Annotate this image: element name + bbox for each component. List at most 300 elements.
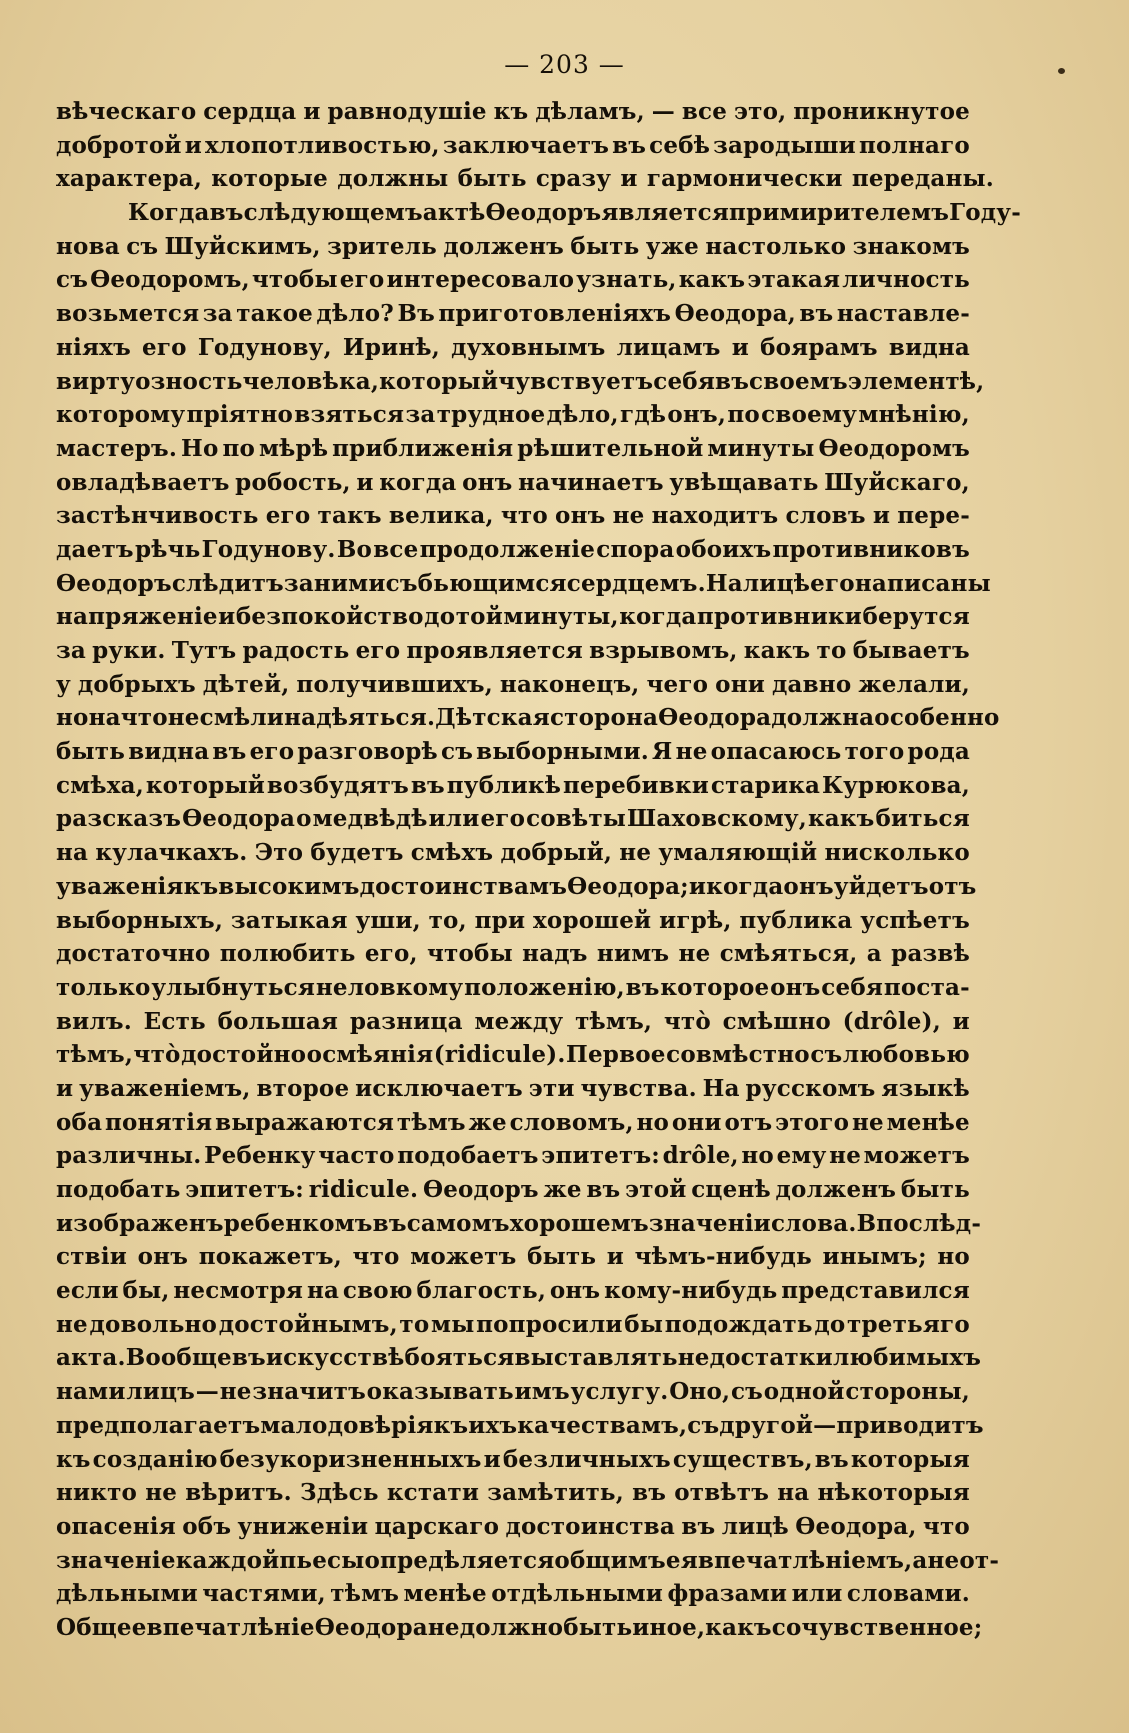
text-word: не: [851, 1108, 884, 1136]
text-word: старика: [710, 771, 821, 799]
text-word: можетъ: [863, 1142, 970, 1170]
text-word: имъ: [514, 1378, 570, 1406]
text-word: сценѣ: [691, 1176, 771, 1203]
text-word: одной: [763, 1378, 845, 1406]
text-word: его: [355, 637, 401, 664]
text-word: ними: [313, 569, 386, 597]
text-word: мало: [260, 1411, 328, 1439]
text-word: опасенія: [56, 1512, 176, 1540]
text-line: [56, 802, 970, 836]
text-line: [56, 533, 970, 567]
text-word: Ѳеодора,: [674, 300, 796, 328]
text-word: Первое: [566, 1041, 666, 1069]
text-word: нова: [56, 232, 120, 260]
text-word: разсказъ: [56, 805, 182, 833]
text-word: полюбить: [219, 940, 356, 968]
text-word: видна: [128, 738, 210, 766]
text-word: чувства.: [580, 1074, 697, 1102]
text-word: не: [427, 1613, 460, 1641]
text-word: чѣмъ-нибудь: [634, 1243, 812, 1271]
text-word: выборныхъ,: [56, 906, 224, 934]
text-word: то,: [428, 906, 467, 934]
text-word: тѣмъ: [396, 1108, 466, 1136]
text-word: и: [606, 1243, 625, 1271]
text-word: смѣяться,: [719, 940, 858, 968]
text-word: существъ,: [672, 1445, 813, 1473]
text-word: выборными.: [476, 738, 649, 766]
text-word: этого: [775, 1108, 850, 1136]
text-word: то: [399, 1310, 430, 1338]
text-word: элементѣ,: [847, 367, 985, 395]
text-word: должно: [459, 1613, 564, 1641]
text-word: Шаховскому,: [627, 805, 807, 833]
text-word: въ: [612, 131, 647, 159]
text-word: третьяго: [847, 1310, 970, 1338]
text-word: не: [145, 1479, 178, 1507]
text-word: высокимъ: [218, 872, 360, 900]
text-word: сердца: [203, 98, 297, 125]
text-word: полнаго: [858, 131, 970, 159]
text-word: къ: [433, 1411, 469, 1439]
text-word: Ѳеодора: [658, 704, 772, 732]
text-word: его: [249, 738, 295, 766]
text-word: человѣка,: [242, 367, 380, 395]
text-line: [56, 129, 970, 163]
text-word: смѣшно: [722, 1007, 831, 1035]
text-word: ихъ: [468, 1411, 518, 1439]
text-word: впечатлѣніе: [146, 1613, 315, 1641]
text-word: дѣло?: [316, 300, 394, 328]
text-word: долженъ: [775, 1176, 897, 1203]
text-word: опасаюсь: [710, 738, 842, 766]
text-word: желали,: [858, 670, 970, 698]
text-word: даетъ: [56, 535, 134, 563]
text-word: —: [195, 1378, 219, 1406]
text-word: достойнымъ,: [218, 1310, 398, 1338]
text-line: [56, 1173, 970, 1207]
text-word: между: [474, 1007, 564, 1035]
text-line: [56, 297, 970, 331]
text-line: [56, 1577, 970, 1611]
text-word: (ridicule).: [433, 1041, 566, 1069]
text-word: проникнутое: [793, 98, 970, 125]
text-word: все: [373, 535, 419, 563]
text-word: какъ: [705, 1613, 772, 1641]
text-word: дѣло,: [546, 401, 619, 429]
text-line: [56, 1510, 970, 1544]
text-word: уши,: [355, 906, 421, 934]
text-line: [56, 1375, 970, 1409]
text-word: въ: [625, 973, 660, 1001]
text-word: подобать: [56, 1176, 181, 1203]
text-word: русскомъ: [745, 1074, 876, 1102]
text-word: слова.: [770, 1209, 857, 1237]
text-word: игрѣ,: [659, 906, 732, 934]
text-word: и: [56, 1074, 74, 1102]
text-word: не: [56, 1310, 88, 1338]
text-word: съ: [810, 1041, 843, 1069]
text-word: положенію,: [464, 973, 625, 1001]
text-word: Иринѣ,: [342, 333, 440, 361]
text-word: велика,: [388, 502, 494, 530]
text-word: взрывомъ,: [589, 637, 738, 664]
text-word: бываетъ: [852, 637, 970, 664]
body-text: [56, 95, 1021, 1645]
text-word: осмѣянія: [306, 1041, 434, 1069]
text-line: [56, 365, 985, 399]
text-word: лицѣ: [721, 1512, 789, 1540]
text-line: [56, 1308, 970, 1342]
text-word: дѣламъ,: [535, 98, 645, 125]
text-word: а: [866, 940, 882, 968]
text-word: нѣкоторыя: [817, 1479, 970, 1507]
text-word: этакая: [747, 266, 841, 294]
text-line: [56, 1240, 970, 1274]
text-word: въ: [715, 367, 750, 395]
text-line: [56, 1544, 1000, 1578]
text-word: значеніи: [648, 1209, 771, 1237]
text-word: Ѳеодоромъ,: [90, 266, 250, 294]
text-word: такое: [236, 300, 313, 328]
text-word: несмотря: [173, 1277, 304, 1305]
text-word: Ѳеодоромъ: [818, 434, 970, 462]
text-word: трудное: [436, 401, 546, 429]
text-word: не: [678, 940, 711, 968]
text-word: На: [705, 569, 743, 597]
text-word: интересовало: [386, 266, 575, 294]
text-word: зритель: [327, 232, 437, 260]
text-word: которые: [211, 165, 328, 193]
text-word: каждой: [175, 1546, 280, 1574]
text-word: съ: [56, 266, 89, 294]
text-word: качествамъ,: [517, 1411, 688, 1439]
text-word: другой: [719, 1411, 814, 1439]
text-word: бояться: [404, 1344, 515, 1372]
text-word: не: [927, 1546, 960, 1574]
text-word: улыбнуться: [151, 973, 316, 1001]
text-word: Ѳеодоръ: [485, 199, 602, 227]
text-word: неловкому: [315, 973, 464, 1001]
text-word: Вообще: [125, 1344, 232, 1372]
text-word: уйдетъ: [833, 872, 929, 900]
text-line: [56, 1207, 982, 1241]
text-line: [56, 668, 970, 702]
text-word: духовнымъ: [451, 333, 606, 361]
text-word: униженіи: [237, 1512, 369, 1540]
text-word: но: [937, 1243, 970, 1271]
text-word: примирителемъ: [729, 199, 950, 227]
text-word: гармонически: [646, 165, 843, 193]
text-word: надѣяться.: [284, 704, 436, 732]
text-line: [56, 1005, 970, 1039]
text-word: переданы.: [851, 165, 995, 193]
text-word: на: [306, 1277, 340, 1305]
text-word: мѣрѣ: [258, 434, 329, 462]
text-word: благость,: [416, 1277, 547, 1305]
text-word: они: [671, 1108, 722, 1136]
text-word: и: [620, 165, 638, 193]
text-word: чтобы: [251, 266, 338, 294]
text-line: [56, 937, 970, 971]
text-word: смѣли: [199, 704, 285, 732]
text-line: [56, 1274, 970, 1308]
text-word: —: [651, 98, 675, 125]
text-word: онъ: [549, 1277, 601, 1305]
text-word: услугу.: [570, 1378, 669, 1406]
text-word: и: [688, 872, 707, 900]
text-word: себя: [821, 973, 884, 1001]
text-word: его,: [364, 940, 418, 968]
text-word: увѣщавать: [669, 468, 819, 496]
text-word: ствіи: [56, 1243, 128, 1271]
text-word: часто: [318, 1142, 395, 1170]
text-word: Есть: [143, 1007, 206, 1035]
text-line: [56, 162, 995, 196]
text-word: Ѳеодоръ: [56, 569, 172, 597]
text-word: второе: [256, 1074, 350, 1102]
text-word: не: [612, 502, 645, 530]
text-word: выражаются: [215, 1108, 395, 1136]
text-word: пьесы: [279, 1546, 365, 1574]
text-word: онъ: [137, 1243, 189, 1271]
text-word: которое: [660, 973, 770, 1001]
text-word: публика: [739, 906, 853, 934]
text-word: ніяхъ: [56, 333, 131, 361]
text-word: виртуозность: [56, 367, 243, 395]
text-word: сердцемъ.: [566, 569, 706, 597]
text-line: [56, 904, 970, 938]
text-word: съ: [126, 232, 159, 260]
text-word: не: [619, 839, 652, 867]
text-word: Годунову,: [197, 333, 332, 361]
text-word: этой: [625, 1176, 687, 1203]
text-word: въ: [586, 1176, 621, 1203]
text-word: эти: [528, 1074, 575, 1102]
page-number: — 203 —: [504, 50, 625, 79]
text-word: къ: [56, 1445, 91, 1473]
text-word: подобаетъ: [397, 1142, 539, 1170]
text-word: успѣетъ: [860, 906, 970, 934]
text-word: въ: [632, 1479, 667, 1507]
text-word: стороны,: [845, 1378, 970, 1406]
text-word: сочувственное;: [771, 1613, 983, 1641]
text-word: его: [480, 805, 526, 833]
text-word: самомъ: [406, 1209, 510, 1237]
text-word: какъ: [678, 266, 746, 294]
text-word: чтобы: [427, 940, 513, 968]
text-word: покажетъ,: [198, 1243, 342, 1271]
text-word: за: [405, 401, 436, 429]
text-word: разговорѣ: [297, 738, 438, 766]
text-word: въ: [372, 1209, 407, 1237]
text-word: въ: [212, 738, 247, 766]
text-word: Тутъ: [171, 637, 237, 664]
text-word: же: [543, 1176, 582, 1203]
text-word: которому: [56, 401, 186, 429]
text-word: фразами: [667, 1580, 788, 1608]
text-word: въ: [231, 1344, 266, 1372]
text-word: съ: [440, 738, 474, 766]
text-word: такъ: [317, 502, 382, 530]
text-word: Ѳеодора;: [567, 872, 689, 900]
text-word: свою: [342, 1277, 413, 1305]
text-word: по: [727, 401, 760, 429]
text-word: должна: [771, 704, 875, 732]
text-word: продолженіе: [419, 535, 596, 563]
text-word: предполагаетъ: [56, 1411, 261, 1439]
text-word: будетъ: [310, 839, 404, 867]
text-word: чего: [646, 670, 709, 698]
text-word: акта.: [56, 1344, 126, 1372]
text-word: мастеръ.: [56, 434, 178, 462]
text-line: [56, 1038, 970, 1072]
text-word: (drôle),: [842, 1007, 941, 1035]
text-word: менѣе: [403, 1580, 487, 1608]
text-word: по: [222, 434, 256, 462]
text-word: вилъ.: [56, 1007, 132, 1035]
text-word: возбудятъ: [266, 771, 409, 799]
text-word: долженъ: [443, 232, 564, 260]
text-word: который: [379, 367, 499, 395]
text-word: уже: [645, 232, 699, 260]
text-word: совмѣстно: [666, 1041, 810, 1069]
text-word: быть: [527, 1243, 597, 1271]
text-word: хлопотливостью,: [205, 131, 440, 159]
text-word: хорошей: [533, 906, 652, 934]
text-line: [56, 1341, 982, 1375]
text-word: Ѳеодора: [314, 1613, 428, 1641]
text-word: представился: [781, 1277, 970, 1305]
text-word: себѣ: [649, 131, 711, 159]
text-line: [56, 634, 970, 668]
text-word: какъ: [743, 637, 811, 664]
text-word: любимыхъ: [832, 1344, 982, 1372]
text-line: [56, 1106, 970, 1140]
text-line: [56, 1409, 984, 1443]
text-word: же: [468, 1108, 507, 1136]
text-word: и: [184, 131, 202, 159]
text-word: боярамъ: [760, 333, 878, 361]
text-word: противники: [696, 603, 863, 631]
text-word: уваженія: [56, 872, 184, 900]
text-word: Шуйскимъ,: [164, 232, 321, 260]
text-word: которыя: [850, 1445, 970, 1473]
text-word: находитъ: [651, 502, 779, 530]
text-word: искусствѣ: [265, 1344, 405, 1372]
text-word: должны: [337, 165, 449, 193]
text-word: эпитетъ:: [185, 1176, 305, 1203]
text-word: биться: [875, 805, 970, 833]
text-word: Но: [181, 434, 219, 462]
text-word: На: [702, 1074, 740, 1102]
text-word: Впослѣд-: [856, 1209, 982, 1237]
text-word: нисколько: [824, 839, 970, 867]
text-word: ridicule.: [308, 1176, 419, 1203]
text-word: но: [636, 1108, 670, 1136]
text-line: [56, 466, 970, 500]
text-word: и: [303, 98, 321, 125]
text-word: ему: [776, 1142, 827, 1170]
text-word: на: [777, 1479, 810, 1507]
text-word: за: [283, 569, 314, 597]
text-word: попросили: [476, 1310, 623, 1338]
text-word: достаточно: [56, 940, 211, 968]
text-word: съ: [385, 569, 418, 597]
text-line: [56, 567, 991, 601]
text-word: Курюкова,: [822, 771, 970, 799]
text-word: отъ: [928, 872, 977, 900]
text-word: Оно,: [669, 1378, 731, 1406]
text-word: словъ: [785, 502, 866, 530]
text-word: обоихъ: [675, 535, 772, 563]
text-word: съ: [730, 1378, 764, 1406]
text-word: руки.: [92, 637, 166, 664]
text-line: [56, 1476, 970, 1510]
text-word: добротой: [56, 131, 182, 159]
text-word: быть: [900, 1176, 970, 1203]
text-word: объ: [182, 1512, 232, 1540]
text-word: берутся: [862, 603, 970, 631]
text-word: къ: [493, 98, 529, 125]
text-word: при: [474, 906, 526, 934]
text-word: за: [56, 637, 86, 664]
text-line: [56, 398, 970, 432]
text-word: онъ,: [667, 401, 727, 429]
text-word: спора: [596, 535, 675, 563]
text-word: ея: [665, 1546, 698, 1574]
text-word: ребенкомъ: [223, 1209, 373, 1237]
text-word: перебивки: [562, 771, 710, 799]
text-word: лицѣ: [742, 569, 811, 597]
text-word: кому-нибудь: [604, 1277, 778, 1305]
text-word: той: [455, 603, 503, 631]
text-word: противниковъ: [772, 535, 970, 563]
text-word: знакомъ: [852, 232, 970, 260]
text-word: Ѳеодора: [182, 805, 296, 833]
text-line: [56, 1443, 970, 1477]
text-word: Годунову.: [201, 535, 336, 563]
text-word: его: [265, 502, 311, 530]
text-word: не: [675, 738, 708, 766]
text-word: царскаго: [374, 1512, 500, 1540]
text-word: рѣшительной: [517, 434, 704, 462]
text-word: который: [145, 771, 265, 799]
text-word: оказывать: [366, 1378, 514, 1406]
text-word: понятія: [104, 1108, 213, 1136]
text-word: Ѳеодоръ: [422, 1176, 539, 1203]
text-line: [56, 1072, 970, 1106]
text-word: тѣмъ,: [575, 1007, 653, 1035]
text-word: Ѳеодора,: [795, 1512, 917, 1540]
text-word: когда: [379, 468, 457, 496]
text-word: Во: [336, 535, 373, 563]
text-word: умаляющій: [658, 839, 818, 867]
text-word: Году-: [949, 199, 1021, 227]
text-word: слѣдующемъ: [243, 199, 423, 227]
text-word: нами: [56, 1378, 126, 1406]
text-word: давно: [771, 670, 852, 698]
text-word: отвѣтъ: [674, 1479, 770, 1507]
text-word: drôle,: [662, 1142, 739, 1170]
text-line: [56, 432, 970, 466]
text-word: онъ: [783, 872, 834, 900]
text-word: опредѣляется: [364, 1546, 555, 1574]
text-word: слѣдитъ: [171, 569, 284, 597]
text-word: рода: [907, 738, 970, 766]
text-word: Я: [652, 738, 673, 766]
text-word: въ: [814, 1445, 849, 1473]
text-word: и: [356, 468, 374, 496]
